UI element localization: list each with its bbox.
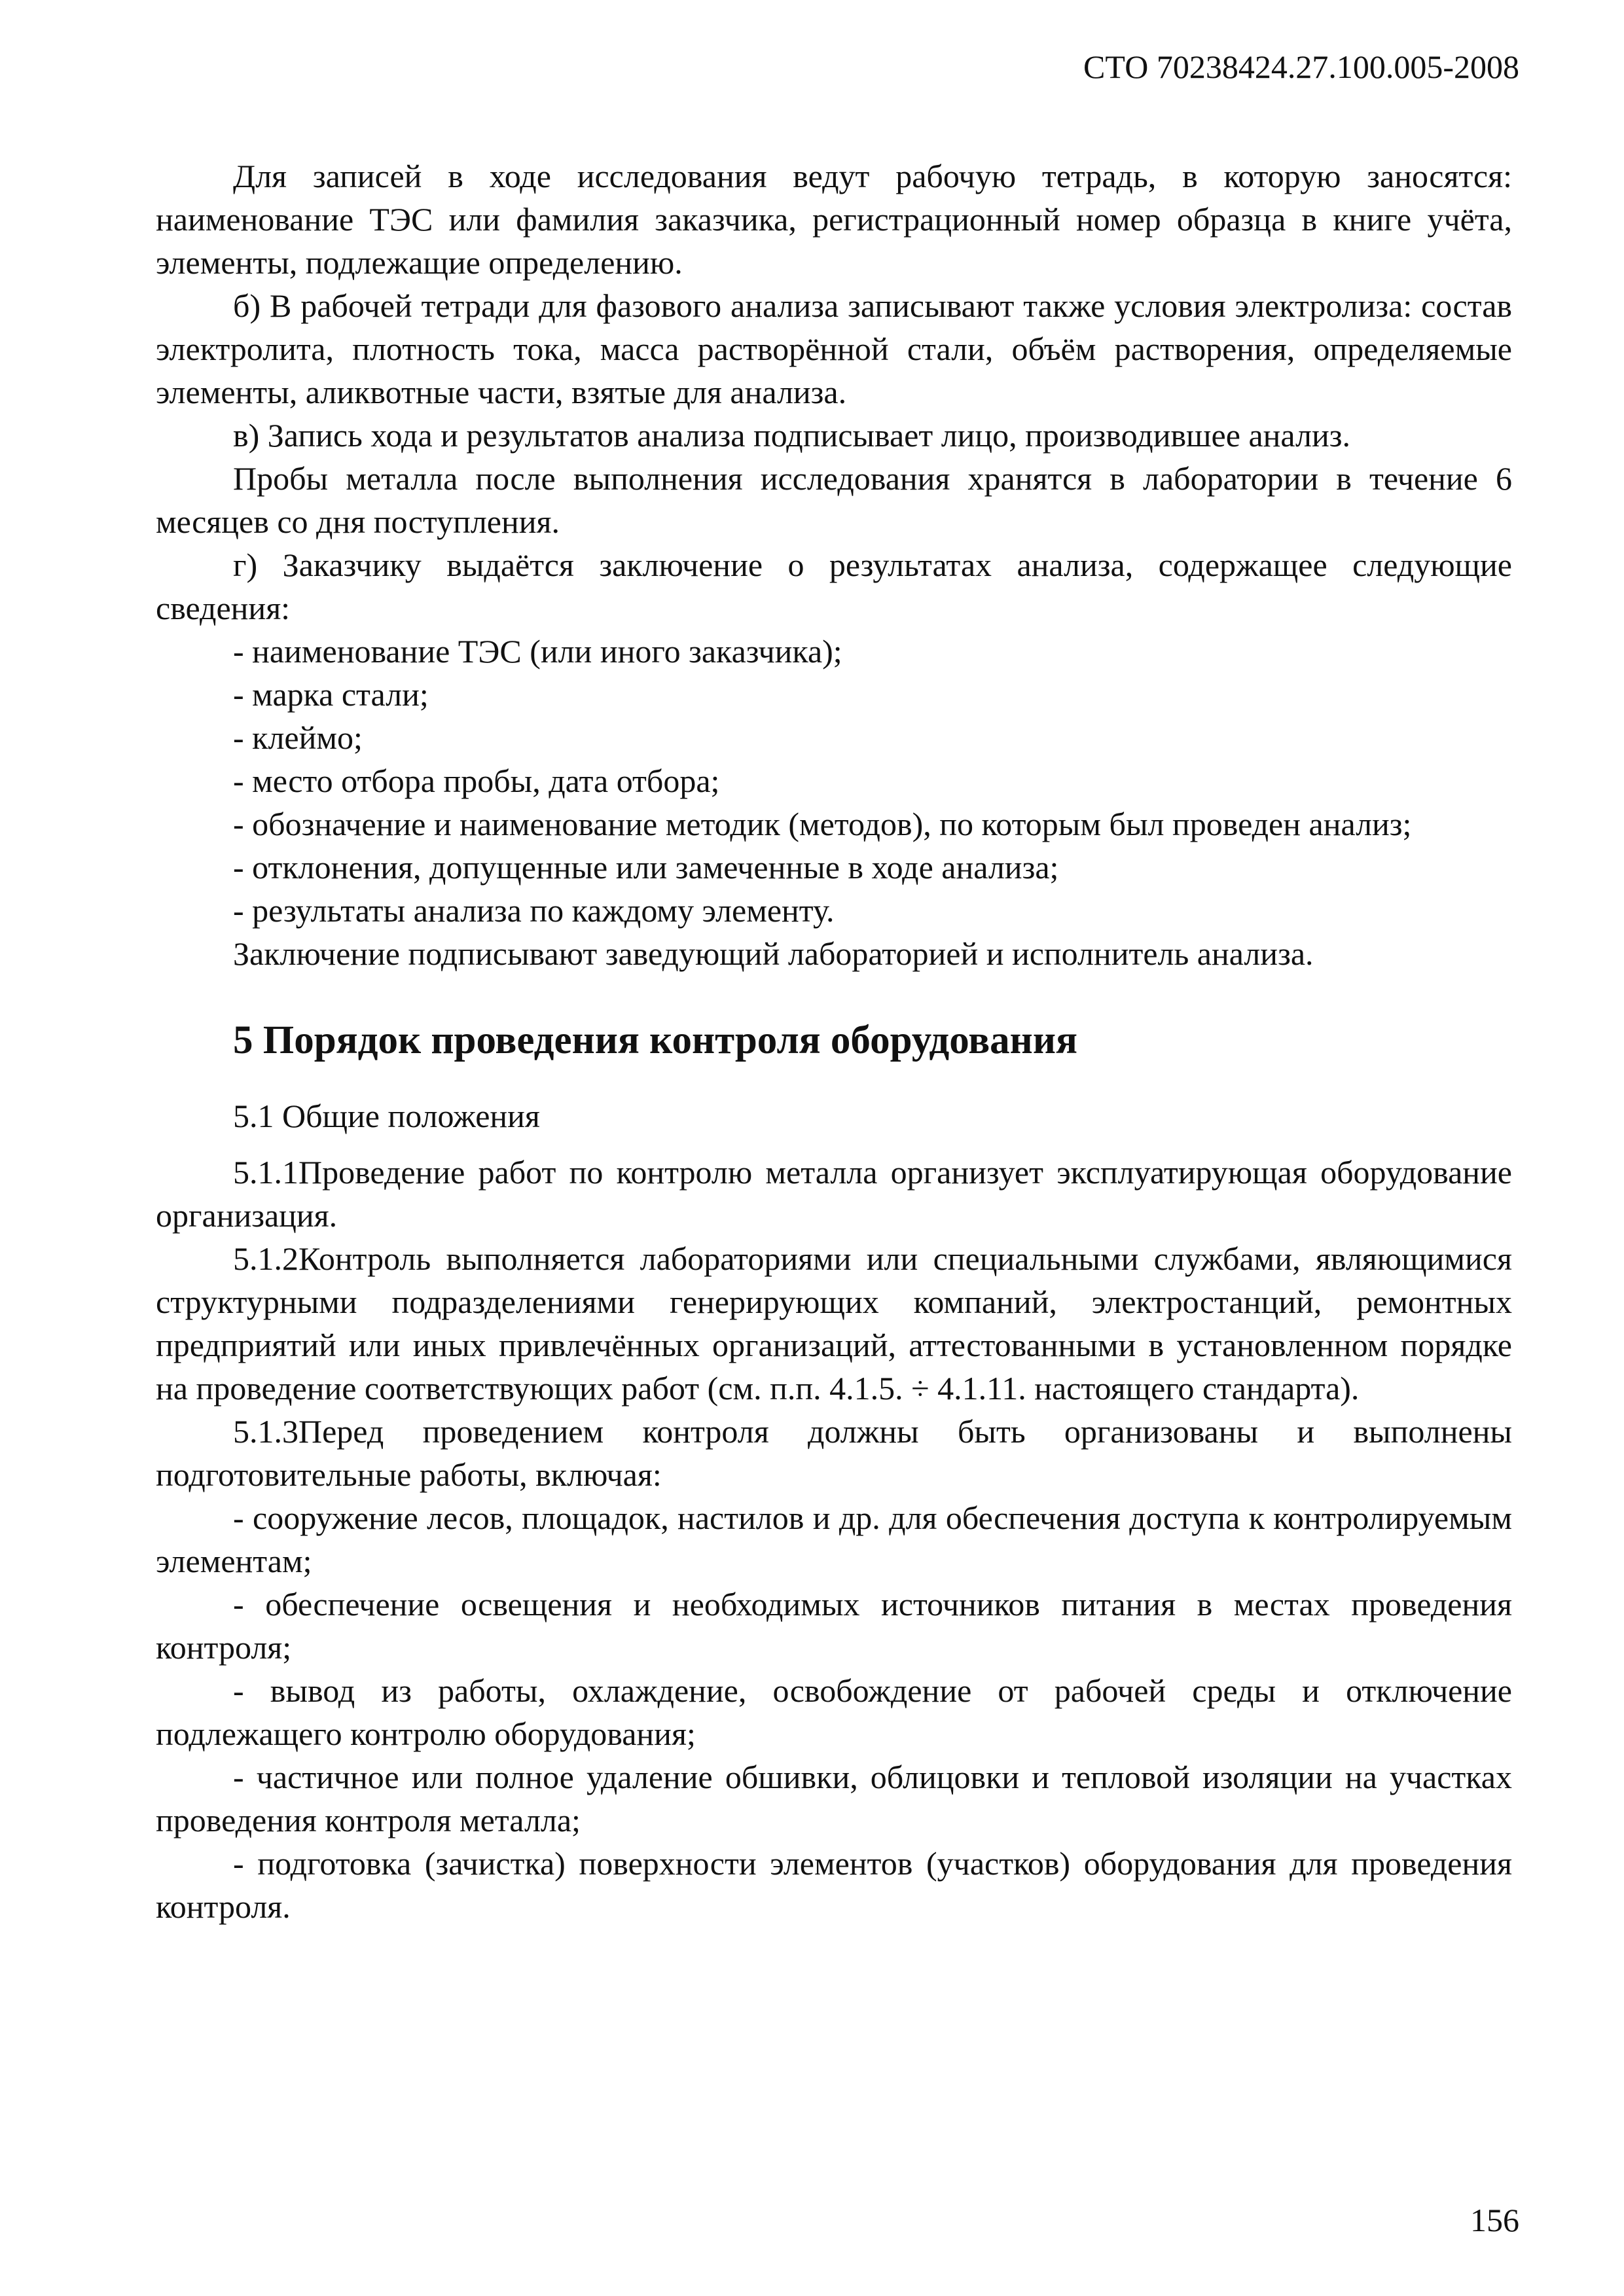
list-item: - вывод из работы, охлаждение, освобождение от рабочей среды и отключение подлежащего контролю оборудования; — [156, 1672, 1512, 1752]
paragraph: г) Заказчику выдаётся заключение о результатах анализа, содержащее следующие сведения: — [156, 547, 1512, 626]
list-item: - частичное или полное удаление обшивки, облицовки и тепловой изоляции на участках проведения контроля металла; — [156, 1759, 1512, 1839]
document-body — [156, 154, 1512, 1928]
page-number: 156 — [1470, 2202, 1519, 2238]
paragraph: Заключение подписывают заведующий лабораторией и исполнитель анализа. — [233, 935, 1314, 972]
list-item: - наименование ТЭС (или иного заказчика); — [233, 633, 842, 670]
list-item: - марка стали; — [233, 676, 429, 713]
list-item: - клеймо; — [233, 719, 363, 756]
section-heading: 5 Порядок проведения контроля оборудования — [233, 1018, 1077, 1062]
list-item: - подготовка (зачистка) поверхности элементов (участков) оборудования для проведения контроля. — [156, 1845, 1512, 1925]
numbered-item: 5.1.3Перед проведением контроля должны быть организованы и выполнены подготовительные работы, включая: — [156, 1413, 1512, 1493]
paragraph: Пробы металла после выполнения исследования хранятся в лаборатории в течение 6 месяцев со дня поступления. — [156, 460, 1512, 540]
paragraph: Для записей в ходе исследования ведут рабочую тетрадь, в которую заносятся: наименование ТЭС или фамилия заказчика, регистрационный номер образца в книге учёта, элементы, подлежащие определению. — [156, 158, 1512, 281]
list-item: - результаты анализа по каждому элементу. — [233, 892, 835, 929]
list-item: - отклонения, допущенные или замеченные в ходе анализа; — [233, 849, 1059, 886]
list-item: - обозначение и наименование методик (методов), по которым был проведен анализ; — [233, 806, 1412, 842]
paragraph: б) В рабочей тетради для фазового анализа записывают также условия электролиза: состав электролита, плотность тока, масса растворённой стали, объём растворения, определяемые элементы, аликвотные части, взятые для анализа. — [156, 287, 1512, 410]
subsection-heading: 5.1 Общие положения — [233, 1098, 540, 1134]
list-item: - сооружение лесов, площадок, настилов и др. для обеспечения доступа к контролируемым элементам; — [156, 1499, 1512, 1579]
numbered-item: 5.1.2Контроль выполняется лабораториями или специальными службами, являющимися структурными подразделениями генерирующих компаний, электростанций, ремонтных предприятий или иных привлечённых организаций, аттестованными в установленном порядке на проведение соответствующих работ (см. п.п. 4.1.5. ÷ 4.1.11. настоящего стандарта). — [156, 1240, 1512, 1407]
list-item: - обеспечение освещения и необходимых источников питания в местах проведения контроля; — [156, 1586, 1512, 1666]
paragraph: в) Запись хода и результатов анализа подписывает лицо, производившее анализ. — [233, 417, 1350, 454]
list-item: - место отбора пробы, дата отбора; — [233, 762, 720, 799]
document-code-header: СТО 70238424.27.100.005-2008 — [1083, 48, 1519, 85]
numbered-item: 5.1.1Проведение работ по контролю металла организует эксплуатирующая оборудование организация. — [156, 1154, 1512, 1234]
